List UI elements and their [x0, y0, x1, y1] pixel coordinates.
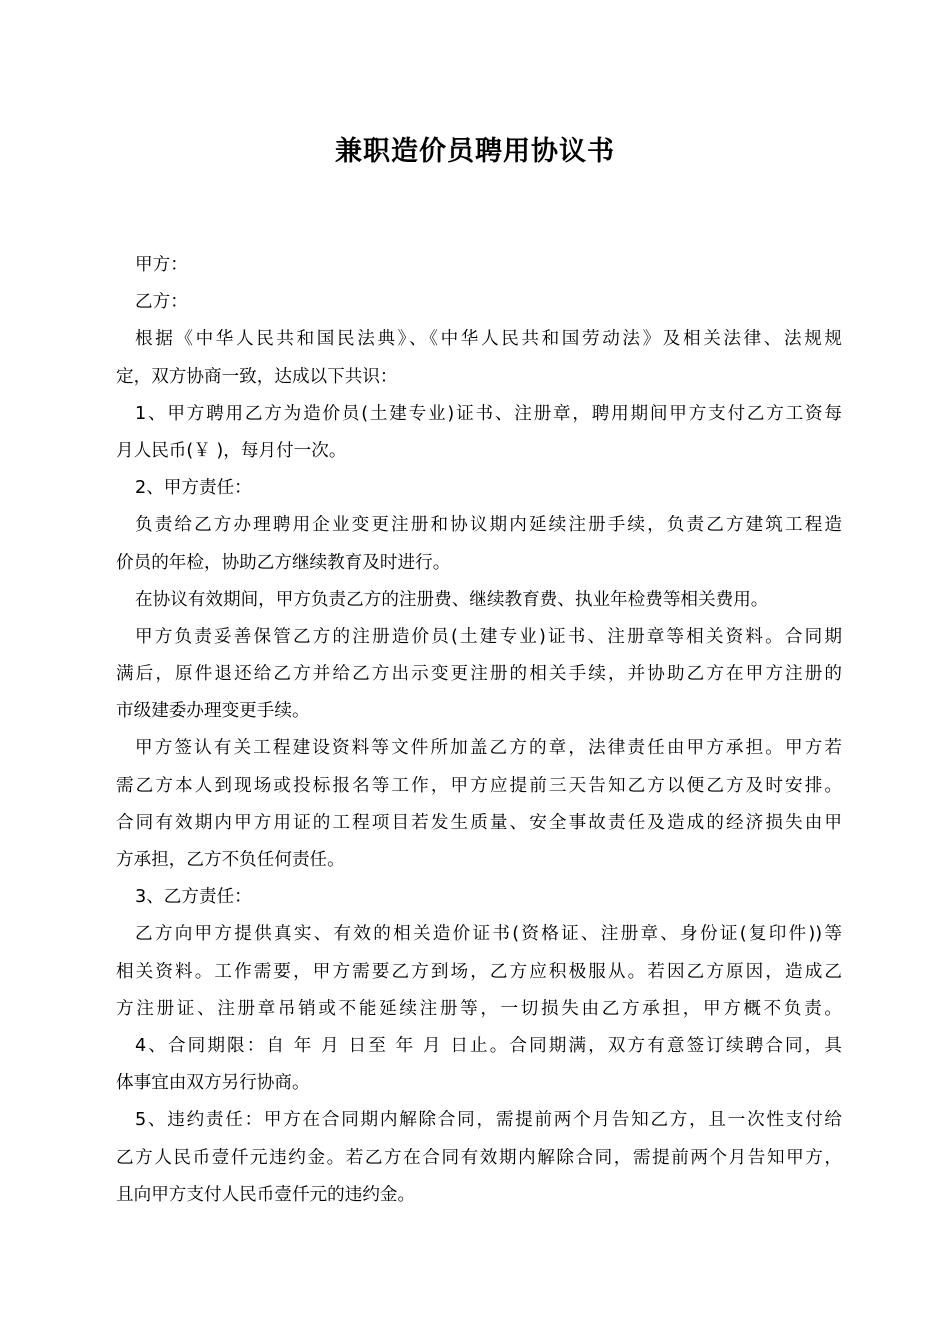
text-line: 乙方人民币壹仟元违约金。若乙方在合同有效期内解除合同，需提前两个月告知甲方， — [116, 1147, 842, 1168]
text-line: 相关资料。工作需要，甲方需要乙方到场，乙方应积极服从。若因乙方原因，造成乙 — [116, 961, 842, 982]
text-line: 且向甲方支付人民币壹仟元的违约金。 — [116, 1184, 416, 1205]
text-line: 方承担，乙方不负任何责任。 — [116, 850, 345, 870]
text-line: 5、违约责任：甲方在合同期内解除合同，需提前两个月告知乙方，且一次性支付给 — [135, 1110, 842, 1131]
text-line: 甲方负责妥善保管乙方的注册造价员(土建专业)证书、注册章等相关资料。合同期 — [135, 626, 842, 647]
text-line: 乙方向甲方提供真实、有效的相关造价证书(资格证、注册章、身份证(复印件))等 — [135, 924, 842, 945]
text-line: 甲方： — [135, 255, 188, 275]
text-line: 在协议有效期间，甲方负责乙方的注册费、继续教育费、执业年检费等相关费用。 — [135, 589, 769, 610]
document-body — [116, 247, 842, 1214]
text-line: 体事宜由双方另行协商。 — [116, 1073, 310, 1094]
text-line: 3、乙方责任： — [135, 887, 252, 908]
text-line: 方注册证、注册章吊销或不能延续注册等，一切损失由乙方承担，甲方概不负责。 — [116, 998, 842, 1019]
text-line: 价员的年检，协助乙方继续教育及时进行。 — [116, 552, 451, 573]
text-line: 需乙方本人到现场或投标报名等工作，甲方应提前三天告知乙方以便乙方及时安排。 — [116, 775, 842, 796]
text-line: 市级建委办理变更手续。 — [116, 701, 310, 722]
text-line: 根据《中华人民共和国民法典》、《中华人民共和国劳动法》及相关法律、法规规 — [135, 329, 842, 350]
text-line: 4、合同期限：自 年 月 日至 年 月 日止。合同期满，双方有意签订续聘合同，具 — [135, 1035, 842, 1056]
text-line: 甲方签认有关工程建设资料等文件所加盖乙方的章，法律责任由甲方承担。甲方若 — [135, 738, 842, 759]
text-line: 2、甲方责任： — [135, 478, 252, 499]
text-line: 定，双方协商一致，达成以下共识： — [116, 366, 398, 387]
text-line: 乙方： — [135, 292, 188, 313]
text-line: 1、甲方聘用乙方为造价员(土建专业)证书、注册章，聘用期间甲方支付乙方工资每 — [135, 403, 842, 424]
text-line: 合同有效期内甲方用证的工程项目若发生质量、安全事故责任及造成的经济损失由甲 — [116, 812, 842, 833]
text-line: 满后，原件退还给乙方并给乙方出示变更注册的相关手续，并协助乙方在甲方注册的 — [116, 664, 842, 685]
text-line: 负责给乙方办理聘用企业变更注册和协议期内延续注册手续，负责乙方建筑工程造 — [135, 515, 842, 536]
text-line: 月人民币(￥ )，每月付一次。 — [116, 440, 347, 461]
document-title: 兼职造价员聘用协议书 — [335, 136, 615, 167]
